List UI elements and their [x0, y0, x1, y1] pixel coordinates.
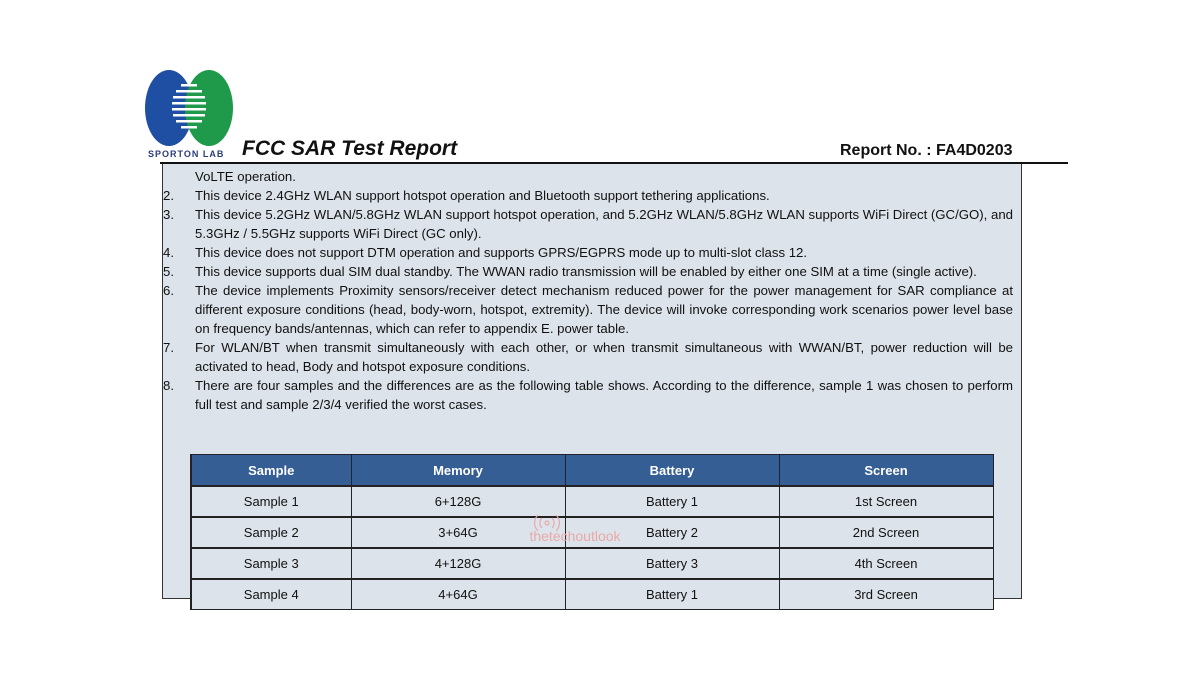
cell-battery: Battery 1: [565, 579, 779, 610]
note-number: 5.: [163, 264, 174, 279]
note-item: [163, 205, 1021, 243]
cell-sample: Sample 4: [191, 579, 351, 610]
note-number: 2.: [163, 188, 174, 203]
table-row: [191, 486, 993, 517]
samples-table: [190, 454, 994, 610]
report-number: Report No. : FA4D0203: [840, 142, 1013, 159]
table-header-row: [191, 455, 993, 487]
report-content: [162, 164, 1022, 602]
note-text: The device implements Proximity sensors/receiver detect mechanism reduced power for the power management for SAR compliance at different exposure conditions (head, body-worn, hotspot, extremity). The device will invoke corresponding work scenarios power level base on frequency bands/antennas, which can refer to appendix E. power table.: [195, 283, 1013, 336]
note-item: [163, 243, 1021, 262]
cell-sample: Sample 1: [191, 486, 351, 517]
cell-screen: 1st Screen: [779, 486, 993, 517]
note-item: [163, 338, 1021, 376]
note-item: [163, 186, 1021, 205]
note-text: VoLTE operation.: [195, 169, 296, 184]
column-header-memory: Memory: [351, 455, 565, 487]
cell-memory: 4+128G: [351, 548, 565, 579]
note-item: [163, 281, 1021, 338]
note-item: [163, 167, 1021, 186]
logo-text: SPORTON LAB: [148, 150, 225, 159]
note-item: [163, 262, 1021, 281]
note-text: This device supports dual SIM dual standby. The WWAN radio transmission will be enabled by either one SIM at a time (single active).: [195, 264, 977, 279]
cell-sample: Sample 2: [191, 517, 351, 548]
cell-screen: 3rd Screen: [779, 579, 993, 610]
cell-screen: 4th Screen: [779, 548, 993, 579]
notes-list: [163, 167, 1021, 414]
note-text: This device 2.4GHz WLAN support hotspot operation and Bluetooth support tethering applications.: [195, 188, 770, 203]
note-number: 3.: [163, 207, 174, 222]
note-number: 7.: [163, 340, 174, 355]
cell-memory: 3+64G: [351, 517, 565, 548]
cell-battery: Battery 2: [565, 517, 779, 548]
table-row: [191, 548, 993, 579]
cell-battery: Battery 1: [565, 486, 779, 517]
sporton-logo-icon: [143, 70, 235, 160]
column-header-screen: Screen: [779, 455, 993, 487]
table-row: [191, 517, 993, 548]
cell-memory: 6+128G: [351, 486, 565, 517]
note-number: 6.: [163, 283, 174, 298]
note-item: [163, 376, 1021, 414]
note-number: 8.: [163, 378, 174, 393]
column-header-sample: Sample: [191, 455, 351, 487]
cell-battery: Battery 3: [565, 548, 779, 579]
note-text: This device 5.2GHz WLAN/5.8GHz WLAN support hotspot operation, and 5.2GHz WLAN/5.8GHz WLAN supports WiFi Direct (GC/GO), and 5.3GHz / 5.5GHz supports WiFi Direct (GC only).: [195, 207, 1013, 241]
table-row: [191, 579, 993, 610]
cell-memory: 4+64G: [351, 579, 565, 610]
note-text: This device does not support DTM operation and supports GPRS/EGPRS mode up to multi-slot class 12.: [195, 245, 808, 260]
report-title: FCC SAR Test Report: [242, 137, 458, 160]
cell-screen: 2nd Screen: [779, 517, 993, 548]
sporton-logo: [143, 70, 235, 160]
note-text: For WLAN/BT when transmit simultaneously with each other, or when transmit simultaneous with WWAN/BT, power reduction will be activated to head, Body and hotspot exposure conditions.: [195, 340, 1013, 374]
watermark-text: thetechoutlook: [529, 528, 621, 544]
note-text: There are four samples and the differences are as the following table shows. According to the difference, sample 1 was chosen to perform full test and sample 2/3/4 verified the worst cases.: [195, 378, 1013, 412]
cell-sample: Sample 3: [191, 548, 351, 579]
column-header-battery: Battery: [565, 455, 779, 487]
note-number: 4.: [163, 245, 174, 260]
